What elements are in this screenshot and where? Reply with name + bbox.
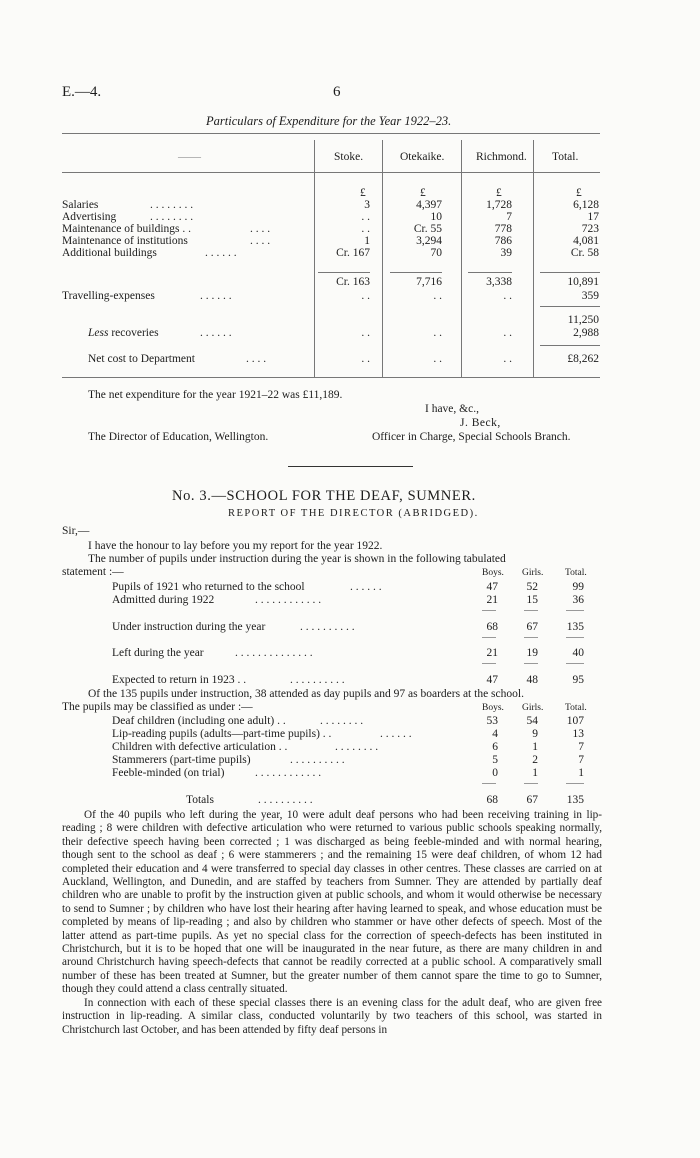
- cell-stoke: 1: [364, 235, 370, 247]
- table-head-rule: [62, 172, 600, 173]
- row-label: Admitted during 1922: [112, 594, 215, 606]
- section-subtitle: REPORT OF THE DIRECTOR (ABRIDGED).: [228, 508, 479, 519]
- body-paragraph: Of the 40 pupils who left during the year, 10 were adult deaf persons who had been receiving training in lip-reading ; 8 were children with defective articulation who were returned to various public schools speaking normally, their defective speech having been corrected ; 1 was discharged as being feeble-minded and with normal hearing, though sent to the school as deaf ; 6 were stammerers ; and the remaining 15 were deaf children, of whom 12 had completed their education and 4 were transferred to special day classes in other centres. These classes are carried on at Auckland, Wellington, and Dunedin, and are staffed by teachers from Sumner. They are attended by partially deaf children who are unable to profit by the instruction given at public schools, and whom it would otherwise be necessary to send to Sumner ; by children who have lost their hearing after having learned to speak, and whose education must be completed by means of lip-reading ; and also by children who stammer or have other defects of speech. Most of the latter attend as part-time pupils. As yet no special class for the correction of speech-defects has been instituted in Christchurch, but it is to be hoped that one will be inaugurated in the near future, as there are many children in and around Christchurch having speech-defects that cannot be readily corrected at a public school. A comparatively small number of these has been treated at Sumner, but the greater number of them cannot spare the time to go to Sumner, though they could attend a class centrally situated.: [62, 809, 602, 996]
- row-label: Feeble-minded (on trial): [112, 767, 225, 779]
- cell-richmond: . .: [503, 353, 512, 365]
- leader-dots: . . . . . .: [380, 728, 412, 740]
- row-label: Expected to return in 1923 . .: [112, 674, 247, 686]
- cell-total: 10,891: [567, 276, 599, 288]
- page-reference: E.—4.: [62, 84, 102, 100]
- currency-symbol: £: [360, 187, 366, 199]
- cell-girls: 67: [526, 621, 538, 633]
- cell-total: 99: [572, 581, 584, 593]
- leader-dots: . . . . . . . . . .: [258, 794, 313, 806]
- sum-rule: [566, 783, 584, 784]
- cell-richmond: . .: [503, 327, 512, 339]
- net-expenditure-note: The net expenditure for the year 1921–22 was £11,189.: [88, 389, 343, 401]
- cell-boys: 47: [486, 581, 498, 593]
- leader-dots: . . . . . . . . . .: [290, 754, 345, 766]
- cell-total: Cr. 58: [570, 247, 599, 259]
- sum-rule: [524, 783, 538, 784]
- leader-dots: . . . .: [250, 235, 271, 247]
- currency-symbol: £: [420, 187, 426, 199]
- row-label: Left during the year: [112, 647, 204, 659]
- row-label: Net cost to Department: [88, 353, 195, 365]
- intro-line: statement :—: [62, 566, 124, 578]
- cell-total: 13: [572, 728, 584, 740]
- cell-stoke: Cr. 163: [336, 276, 370, 288]
- signer-office: Officer in Charge, Special Schools Branch.: [372, 431, 571, 443]
- cell-girls: 19: [526, 647, 538, 659]
- report-body: [62, 809, 602, 1037]
- intro-line: The number of pupils under instruction during the year is shown in the following tabulated: [88, 553, 506, 565]
- recoveries-word: recoveries: [108, 327, 159, 339]
- cell-boys: 68: [486, 621, 498, 633]
- leader-dots: . . . .: [246, 353, 267, 365]
- column-heading-total: Total.: [552, 151, 579, 163]
- cell-stoke: . .: [361, 211, 370, 223]
- cell-total: £8,262: [567, 353, 599, 365]
- sum-rule: [540, 272, 600, 273]
- row-label: Under instruction during the year: [112, 621, 266, 633]
- cell-total: 4,081: [573, 235, 599, 247]
- sum-rule: [482, 663, 496, 664]
- cell-girls: 54: [526, 715, 538, 727]
- cell-otekaike: 3,294: [416, 235, 442, 247]
- column-heading-richmond: Richmond.: [476, 151, 527, 163]
- cell-total: 6,128: [573, 199, 599, 211]
- sum-rule: [468, 272, 512, 273]
- leader-dots: . . . . . . . . . .: [300, 621, 355, 633]
- cell-total: 7: [578, 754, 584, 766]
- currency-symbol: £: [496, 187, 502, 199]
- section-divider: [288, 466, 413, 467]
- row-label: Travelling-expenses: [62, 290, 155, 302]
- cell-richmond: 786: [494, 235, 512, 247]
- cell-richmond: 3,338: [486, 276, 512, 288]
- cell-otekaike: 70: [430, 247, 442, 259]
- cell-otekaike: 4,397: [416, 199, 442, 211]
- cell-stoke: 3: [364, 199, 370, 211]
- row-label: [88, 326, 159, 340]
- cell-boys: 68: [486, 794, 498, 806]
- cell-total: 2,988: [573, 327, 599, 339]
- cell-richmond: 39: [500, 247, 512, 259]
- row-label: Totals: [186, 794, 214, 806]
- signature-name: J. Beck,: [460, 417, 501, 429]
- cell-otekaike: . .: [433, 327, 442, 339]
- cell-girls: 48: [526, 674, 538, 686]
- cell-total: 7: [578, 741, 584, 753]
- cell-boys: 0: [492, 767, 498, 779]
- classification-intro: The pupils may be classified as under :—: [62, 701, 253, 713]
- row-label: Pupils of 1921 who returned to the school: [112, 581, 305, 593]
- sum-rule: [540, 345, 600, 346]
- row-label: Salaries: [62, 199, 99, 211]
- cell-girls: 1: [532, 741, 538, 753]
- column-heading-total: Total.: [565, 703, 587, 713]
- row-label: Maintenance of buildings . .: [62, 223, 192, 235]
- page-number: 6: [333, 84, 341, 100]
- cell-girls: 2: [532, 754, 538, 766]
- cell-otekaike: Cr. 55: [413, 223, 442, 235]
- sum-rule: [390, 272, 442, 273]
- sum-rule: [540, 306, 600, 307]
- sum-rule: [482, 783, 496, 784]
- closing-salutation: I have, &c.,: [425, 403, 479, 415]
- salutation: Sir,—: [62, 525, 90, 537]
- column-heading-stoke: Stoke.: [334, 151, 364, 163]
- column-heading-girls: Girls.: [522, 703, 544, 713]
- cell-boys: 21: [486, 594, 498, 606]
- cell-total: 1: [578, 767, 584, 779]
- cell-total: 135: [566, 794, 584, 806]
- cell-otekaike: 7,716: [416, 276, 442, 288]
- intro-line: I have the honour to lay before you my report for the year 1922.: [88, 540, 383, 552]
- leader-dots: . . . . . .: [200, 290, 232, 302]
- leader-dots: . . . . . . . . . . . .: [255, 767, 322, 779]
- column-heading-boys: Boys.: [482, 703, 504, 713]
- cell-richmond: . .: [503, 290, 512, 302]
- sum-rule: [524, 610, 538, 611]
- cell-girls: 9: [532, 728, 538, 740]
- column-heading-girls: Girls.: [522, 568, 544, 578]
- sum-rule: [482, 610, 496, 611]
- cell-richmond: 1,728: [486, 199, 512, 211]
- leader-dots: . . . . . .: [350, 581, 382, 593]
- cell-stoke: . .: [361, 353, 370, 365]
- cell-total: 95: [572, 674, 584, 686]
- table-top-rule: [62, 133, 600, 134]
- row-label: Maintenance of institutions: [62, 235, 188, 247]
- table-bottom-rule: [62, 377, 600, 378]
- cell-boys: 53: [486, 715, 498, 727]
- cell-boys: 5: [492, 754, 498, 766]
- sum-rule: [524, 663, 538, 664]
- leader-dots: . . . . . .: [200, 327, 232, 339]
- blank-column-heading: ——: [178, 151, 201, 163]
- cell-total: 359: [581, 290, 599, 302]
- cell-richmond: 7: [506, 211, 512, 223]
- cell-boys: 4: [492, 728, 498, 740]
- addressee: The Director of Education, Wellington.: [88, 431, 269, 443]
- leader-dots: . . . . . . . .: [335, 741, 379, 753]
- leader-dots: . . . . . .: [205, 247, 237, 259]
- column-divider: [533, 140, 534, 378]
- leader-dots: . . . . . . . .: [150, 211, 194, 223]
- cell-girls: 1: [532, 767, 538, 779]
- cell-stoke: . .: [361, 327, 370, 339]
- leader-dots: . . . .: [250, 223, 271, 235]
- column-heading-total: Total.: [565, 568, 587, 578]
- sum-rule: [566, 610, 584, 611]
- cell-stoke: . .: [361, 290, 370, 302]
- expenditure-title: Particulars of Expenditure for the Year 1922–23.: [206, 114, 452, 128]
- sum-rule: [566, 637, 584, 638]
- cell-total: 723: [581, 223, 599, 235]
- row-label: Lip-reading pupils (adults—part-time pupils) . .: [112, 728, 332, 740]
- cell-total: 40: [572, 647, 584, 659]
- less-word: Less: [88, 327, 109, 339]
- leader-dots: . . . . . . . .: [150, 199, 194, 211]
- cell-boys: 47: [486, 674, 498, 686]
- column-divider: [461, 140, 462, 378]
- cell-otekaike: . .: [433, 353, 442, 365]
- row-label: Additional buildings: [62, 247, 157, 259]
- cell-total: 17: [587, 211, 599, 223]
- cell-stoke: Cr. 167: [336, 247, 370, 259]
- gross-total: 11,250: [567, 314, 599, 326]
- cell-girls: 67: [526, 794, 538, 806]
- row-label: Stammerers (part-time pupils): [112, 754, 251, 766]
- column-divider: [314, 140, 315, 378]
- row-label: Children with defective articulation . .: [112, 741, 288, 753]
- leader-dots: . . . . . . . . . . . .: [255, 594, 322, 606]
- sum-rule: [524, 637, 538, 638]
- leader-dots: . . . . . . . . . . . . . .: [235, 647, 313, 659]
- body-paragraph: In connection with each of these special classes there is an evening class for the adult deaf, who are given free instruction in lip-reading. A similar class, conducted voluntarily by two teachers of this school, was started in Christchurch last October, and has been attended by fifty deaf persons in: [62, 996, 602, 1036]
- sum-rule: [482, 637, 496, 638]
- leader-dots: . . . . . . . . . .: [290, 674, 345, 686]
- row-label: Deaf children (including one adult) . .: [112, 715, 286, 727]
- cell-otekaike: 10: [430, 211, 442, 223]
- leader-dots: . . . . . . . .: [320, 715, 364, 727]
- cell-girls: 52: [526, 581, 538, 593]
- cell-total: 36: [572, 594, 584, 606]
- column-heading-boys: Boys.: [482, 568, 504, 578]
- cell-total: 107: [566, 715, 584, 727]
- sum-rule: [566, 663, 584, 664]
- column-heading-otekaike: Otekaike.: [400, 151, 445, 163]
- cell-total: 135: [566, 621, 584, 633]
- column-divider: [382, 140, 383, 378]
- cell-girls: 15: [526, 594, 538, 606]
- cell-stoke: . .: [361, 223, 370, 235]
- cell-boys: 21: [486, 647, 498, 659]
- sum-rule: [318, 272, 370, 273]
- section-title: No. 3.—SCHOOL FOR THE DEAF, SUMNER.: [172, 488, 476, 504]
- classification-intro: Of the 135 pupils under instruction, 38 attended as day pupils and 97 as boarders at the school.: [88, 688, 524, 700]
- currency-symbol: £: [576, 187, 582, 199]
- row-label: Advertising: [62, 211, 117, 223]
- cell-boys: 6: [492, 741, 498, 753]
- cell-richmond: 778: [494, 223, 512, 235]
- cell-otekaike: . .: [433, 290, 442, 302]
